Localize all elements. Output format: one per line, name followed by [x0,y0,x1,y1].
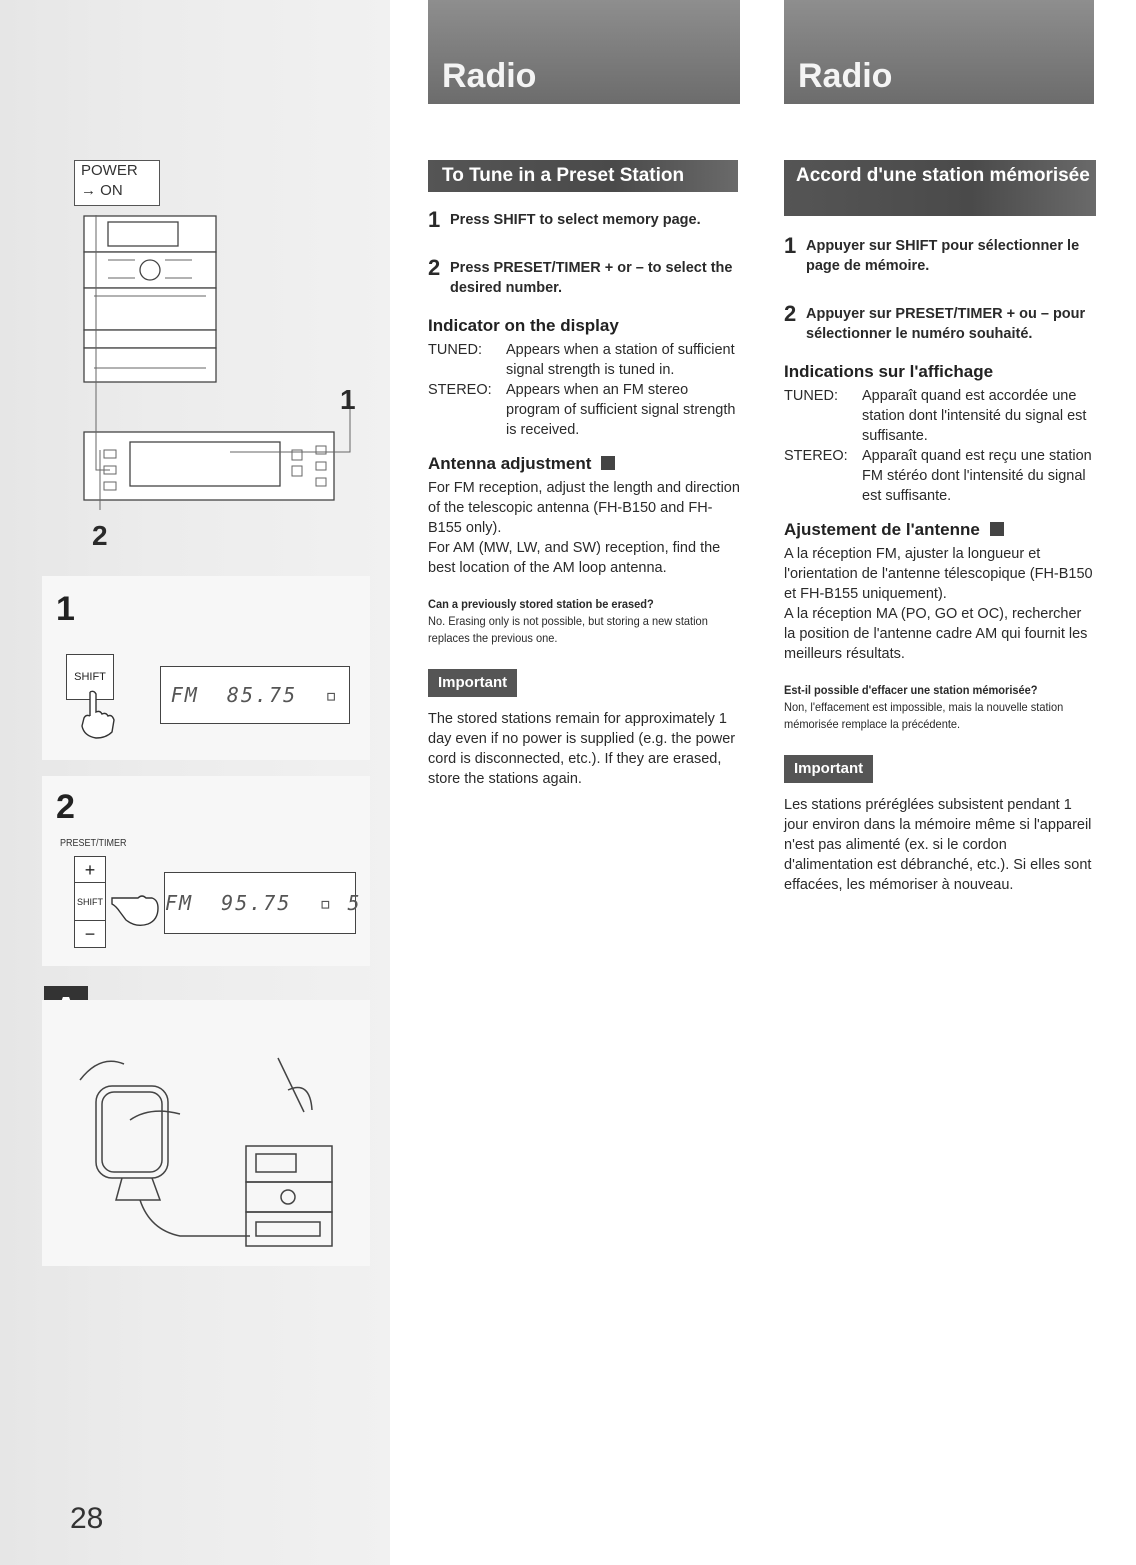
stereo-desc-en: Appears when an FM stereo program of sufficient signal strength is received. [506,382,736,438]
tuned-definition-fr [784,386,1094,446]
important-badge-fr: Important [784,755,873,783]
title-box-fr [784,0,1094,104]
step-1-fr-number: 1 [784,233,797,258]
english-column [428,207,740,789]
antenna-heading-fr: Ajustement de l'antenne [784,520,1094,540]
section-title-en: To Tune in a Preset Station [442,165,685,186]
pressing-hand-icon-2 [108,880,164,930]
faq-answer-en: No. Erasing only is not possible, but storing a new station replaces the previous one. [428,614,708,645]
callout-number-1: 1 [340,384,356,415]
section-title-fr: Accord d'une station mémorisée [796,165,1090,186]
indicator-heading-en: Indicator on the display [428,316,619,335]
shift-key: SHIFT [66,654,114,700]
step-2-en-text: Press PRESET/TIMER + or – to select the desired number. [450,260,733,296]
tuned-desc-en: Appears when a station of sufficient signal strength is tuned in. [506,342,735,378]
preset-timer-caption: PRESET/TIMER [60,838,127,849]
important-text-fr: Les stations préréglées subsistent pendant 1 jour environ dans la mémoire même si l'appareil n'est pas alimenté (ex. si le cordon d'alimentation est débranché, etc.). Si elles sont effacées, les mémoriser à nouveau. [784,797,1092,893]
stereo-term-fr: STEREO: [784,448,848,464]
section-title-bar-fr [784,160,1096,216]
antenna-illustration [60,1050,360,1260]
step1-illustration-label: 1 [56,590,75,628]
step-2-fr [784,301,1094,344]
stereo-definition-fr [784,446,1094,506]
tuned-desc-fr: Apparaît quand est accordée une station dont l'intensité du signal est suffisante. [862,388,1087,444]
step-2-en [428,255,740,298]
tuned-definition-en [428,340,740,380]
step2-display: FM 95.75 ▫ 5 [164,872,356,934]
preset-plus-key: + [74,856,106,884]
stereo-term-en: STEREO: [428,382,492,398]
step-2-en-number: 2 [428,255,441,280]
illustration-sidebar [0,0,390,1565]
step1-display: FM 85.75 ▫ [160,666,350,724]
step-2-fr-text: Appuyer sur PRESET/TIMER + ou – pour sélectionner le numéro souhaité. [806,306,1086,342]
callout-number-2: 2 [92,520,108,551]
step-2-fr-number: 2 [784,301,797,326]
section-title-bar-en [428,160,738,192]
antenna-para2-en: For AM (MW, LW, and SW) reception, find the best location of the AM loop antenna. [428,540,721,576]
french-column [784,233,1094,895]
step-1-fr [784,233,1094,276]
antenna-para2-fr: A la réception MA (PO, GO et OC), rechercher la position de l'antenne cadre AM qui fournit les meilleurs résultats. [784,606,1088,662]
tuned-term-fr: TUNED: [784,388,838,404]
antenna-para1-en: For FM reception, adjust the length and direction of the telescopic antenna (FH-B150 and FH-B155 only). [428,480,740,536]
stereo-system-illustration [80,200,370,520]
tuned-term-en: TUNED: [428,342,482,358]
antenna-heading-en: Antenna adjustment [428,454,740,474]
stereo-definition-en [428,380,740,440]
section-a-ref-icon [601,456,615,470]
page-title-fr: Radio [798,57,893,95]
step-1-en-number: 1 [428,207,441,232]
power-callout: POWER → ON [74,160,160,206]
section-a-ref-icon-fr [990,522,1004,536]
important-text-en: The stored stations remain for approximately 1 day even if no power is supplied (e.g. the power cord is disconnected, etc.). If they are erased, store the stations again. [428,711,736,787]
page-title-en: Radio [442,57,537,95]
pressing-hand-icon [72,690,122,740]
faq-answer-fr: Non, l'effacement est impossible, mais la nouvelle station mémorisée remplace la précédente. [784,700,1064,731]
preset-shift-key: SHIFT [74,882,106,922]
step-1-en-text: Press SHIFT to select memory page. [450,212,701,228]
faq-question-fr: Est-il possible d'effacer une station mémorisée? [784,683,1038,697]
stereo-desc-fr: Apparaît quand est reçu une station FM stéréo dont l'intensité du signal est suffisante. [862,448,1092,504]
important-badge-en: Important [428,669,517,697]
preset-minus-key: − [74,920,106,948]
step2-illustration-label: 2 [56,788,75,826]
indicator-heading-fr: Indications sur l'affichage [784,362,994,381]
title-box-en [428,0,740,104]
step-1-en [428,207,740,232]
faq-question-en: Can a previously stored station be erased? [428,597,654,611]
step-1-fr-text: Appuyer sur SHIFT pour sélectionner le page de mémoire. [806,238,1080,274]
antenna-para1-fr: A la réception FM, ajuster la longueur et l'orientation de l'antenne télescopique (FH-B150 et FH-B155 uniquement). [784,546,1093,602]
page-number: 28 [70,1502,104,1535]
